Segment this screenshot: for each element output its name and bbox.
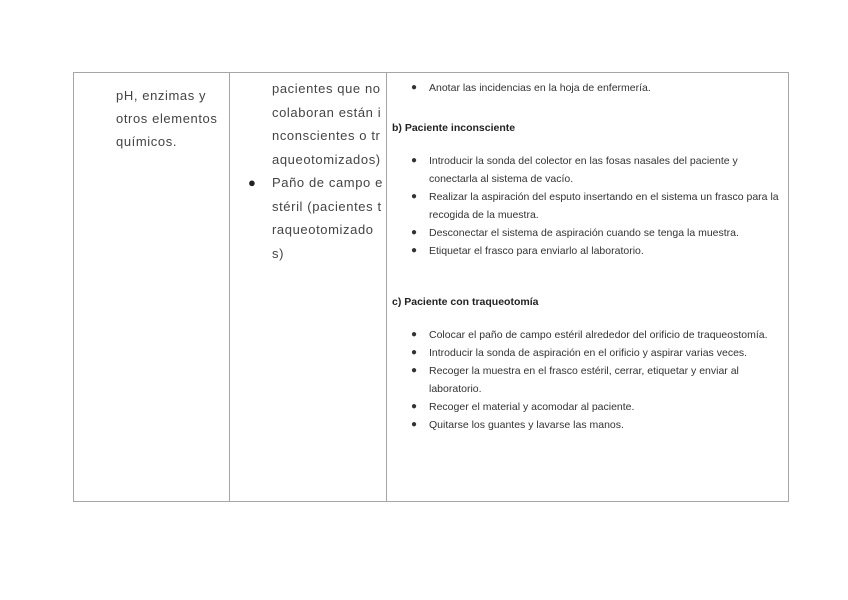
list-item: [392, 242, 782, 260]
procedure-content: [392, 79, 782, 434]
table-cell-materials-note: [74, 73, 230, 501]
list-item: [392, 326, 782, 344]
bullet-icon: ●: [411, 365, 418, 376]
list-item-text: Recoger el material y acomodar al paciente.: [429, 401, 635, 413]
table-cell-materials-list: [230, 73, 387, 501]
table-cell-procedure: [387, 73, 788, 501]
list-item-text: Introducir la sonda del colector en las fosas nasales del paciente y conectarla al sistema de vacío.: [429, 155, 738, 185]
section-heading-unconscious-patient: b) Paciente inconsciente: [392, 122, 516, 134]
bullet-icon: ●: [411, 419, 418, 430]
list-item-text: Etiquetar el frasco para enviarlo al laboratorio.: [429, 245, 644, 257]
bullet-icon: ●: [411, 227, 418, 238]
bullet-icon: ●: [411, 347, 418, 358]
list-item: [392, 188, 782, 224]
bullet-icon: ●: [248, 175, 256, 190]
list-item: [392, 362, 782, 398]
list-item: [392, 398, 782, 416]
list-item: [392, 224, 782, 242]
list-item-text: Anotar las incidencias en la hoja de enfermería.: [429, 82, 651, 94]
bullet-icon: ●: [411, 191, 418, 202]
materials-list: [230, 77, 387, 265]
list-item-text: Quitarse los guantes y lavarse las manos.: [429, 419, 624, 431]
tracheotomy-steps-list: [392, 326, 782, 434]
materials-note-text: pH, enzimas y otros elementos químicos.: [116, 88, 218, 149]
bullet-icon: ●: [411, 329, 418, 340]
list-item: [392, 152, 782, 188]
bullet-icon: ●: [411, 155, 418, 166]
intro-list: [392, 79, 782, 97]
list-item: [392, 79, 782, 97]
bullet-icon: ●: [411, 401, 418, 412]
list-item-text: Recoger la muestra en el frasco estéril, cerrar, etiquetar y enviar al laboratorio.: [429, 365, 739, 395]
list-item-text: Colocar el paño de campo estéril alrededor del orificio de traqueostomía.: [429, 329, 768, 341]
materials-list-item: [230, 171, 387, 265]
bullet-icon: ●: [411, 245, 418, 256]
section-heading-tracheotomy-patient: c) Paciente con traqueotomía: [392, 296, 539, 308]
list-item-text: Introducir la sonda de aspiración en el orificio y aspirar varias veces.: [429, 347, 748, 359]
list-item-text: Realizar la aspiración del esputo insertando en el sistema un frasco para la recogida de la muestra.: [429, 191, 779, 221]
list-item-text: Desconectar el sistema de aspiración cuando se tenga la muestra.: [429, 227, 739, 239]
materials-list-item-text: Paño de campo estéril (pacientes traqueotomizados): [272, 175, 383, 261]
materials-list-continuation: pacientes que no colaboran están inconscientes o traqueotomizados): [272, 81, 382, 167]
list-item: [392, 344, 782, 362]
procedure-table: [73, 72, 789, 502]
unconscious-steps-list: [392, 152, 782, 260]
list-item: [392, 416, 782, 434]
bullet-icon: ●: [411, 82, 418, 93]
